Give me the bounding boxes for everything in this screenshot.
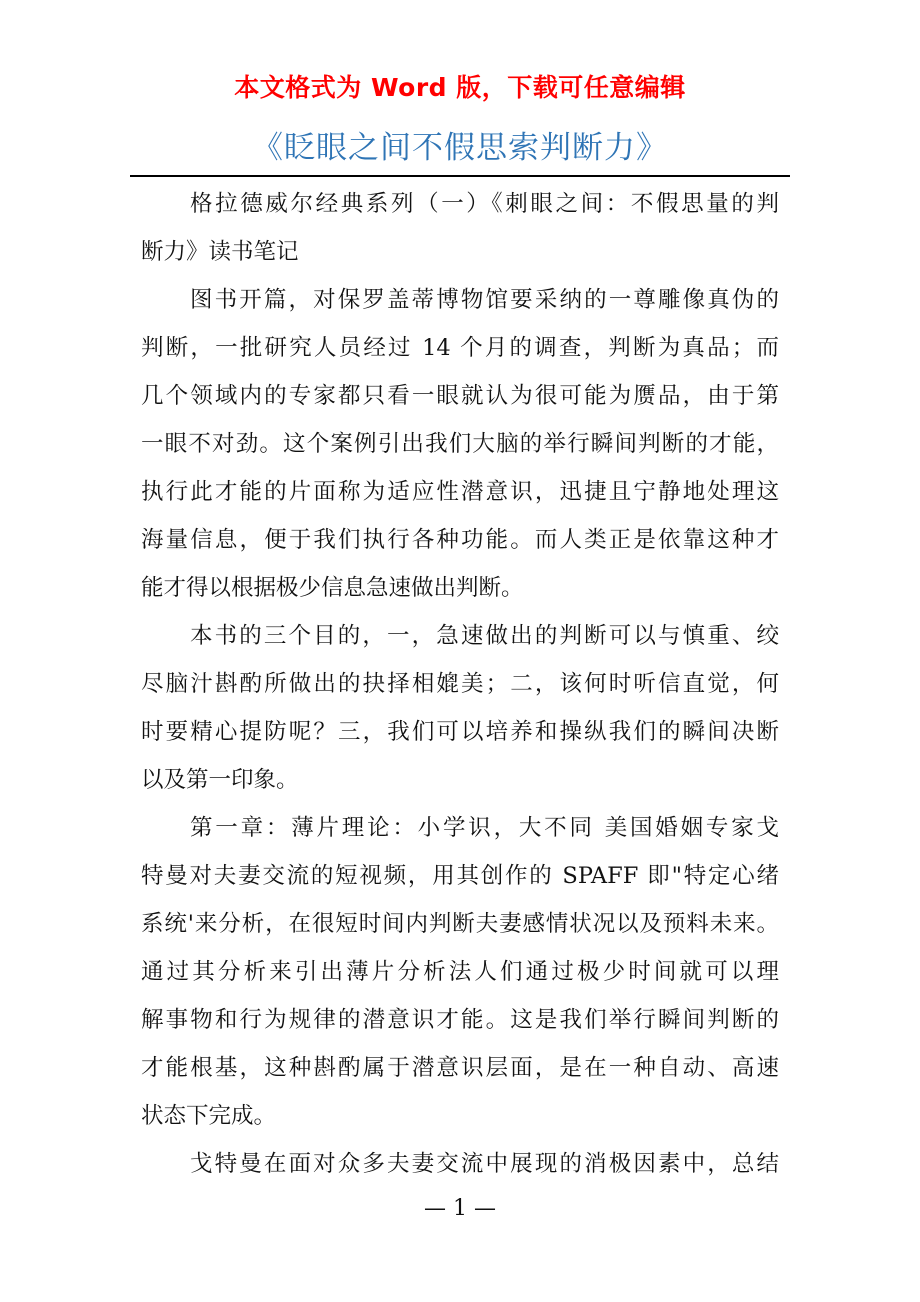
text-line: 判断，一批研究人员经过 14 个月的调查，判断为真品；而 <box>141 335 779 361</box>
header-divider <box>130 175 790 177</box>
text-line: 解事物和行为规律的潜意识才能。这是我们举行瞬间判断的 <box>141 1007 779 1033</box>
text-line: 断力》读书笔记 <box>141 239 299 265</box>
format-notice: 本文格式为 Word 版，下载可任意编辑 <box>234 73 686 102</box>
text-line: 执行此才能的片面称为适应性潜意识，迅捷且宁静地处理这 <box>141 479 779 505</box>
text-line: 本书的三个目的，一，急速做出的判断可以与慎重、绞 <box>190 623 779 649</box>
page-number: — 1 — <box>424 1196 496 1221</box>
text-line: 海量信息，便于我们执行各种功能。而人类正是依靠这种才 <box>141 527 779 553</box>
text-line: 图书开篇，对保罗盖蒂博物馆要采纳的一尊雕像真伪的 <box>190 287 779 313</box>
text-line: 几个领域内的专家都只看一眼就认为很可能为赝品，由于第 <box>141 383 779 409</box>
text-line: 时要精心提防呢？三，我们可以培养和操纵我们的瞬间决断 <box>141 719 779 745</box>
text-line: 格拉德威尔经典系列（一）《刺眼之间：不假思量的判 <box>190 191 779 217</box>
text-line: 状态下完成。 <box>141 1103 277 1129</box>
document-body <box>141 184 779 1192</box>
text-line: 通过其分析来引出薄片分析法人们通过极少时间就可以理 <box>141 959 779 985</box>
text-line: 尽脑汁斟酌所做出的抉择相媲美；二，该何时听信直觉，何 <box>141 671 779 697</box>
text-line: 第一章：薄片理论：小学识，大不同 美国婚姻专家戈 <box>190 815 779 841</box>
text-line: 特曼对夫妻交流的短视频，用其创作的 SPAFF 即"特定心绪 <box>141 863 779 889</box>
text-line: 一眼不对劲。这个案例引出我们大脑的举行瞬间判断的才能， <box>141 431 779 457</box>
text-line: 能才得以根据极少信息急速做出判断。 <box>141 575 524 601</box>
document-title: 《眨眼之间不假思索判断力》 <box>252 130 668 166</box>
text-line: 以及第一印象。 <box>141 767 299 793</box>
text-line: 戈特曼在面对众多夫妻交流中展现的消极因素中，总结 <box>190 1151 779 1177</box>
text-line: 系统'来分析，在很短时间内判断夫妻感情状况以及预料未来。 <box>141 911 779 937</box>
text-line: 才能根基，这种斟酌属于潜意识层面，是在一种自动、高速 <box>141 1055 779 1081</box>
